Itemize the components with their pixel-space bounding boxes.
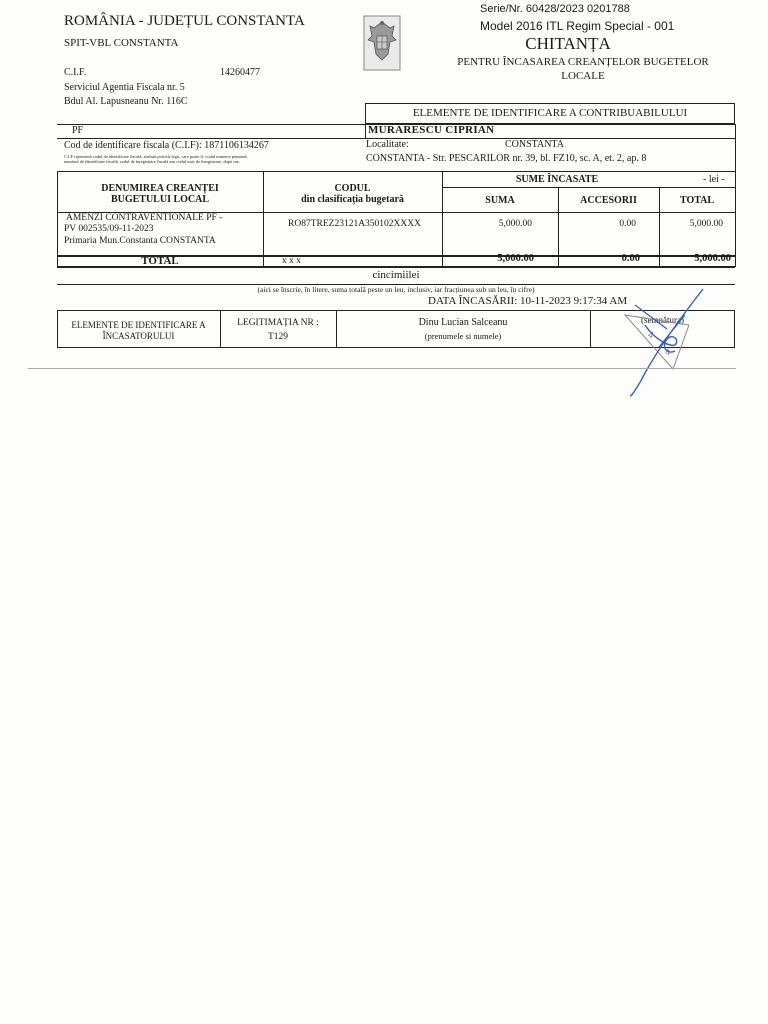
row-total: 5,000.00 bbox=[689, 219, 723, 229]
receipt-model: Model 2016 ITL Regim Special - 001 bbox=[480, 19, 675, 33]
col-total-header: TOTAL bbox=[679, 195, 715, 206]
collector-name: Dinu Lucian Salceanu bbox=[418, 317, 508, 328]
currency-label: - lei - bbox=[703, 174, 725, 185]
collector-id-value: T129 bbox=[267, 332, 289, 342]
locality-label: Localitate: bbox=[366, 139, 409, 150]
receipt-subtitle-line2: LOCALE bbox=[561, 70, 605, 82]
total-label: TOTAL bbox=[141, 255, 179, 267]
total-sum: 5,000.00 bbox=[497, 253, 534, 264]
collector-label-line2: ÎNCASATORULUI bbox=[102, 331, 175, 341]
total-total: 5,000.00 bbox=[694, 253, 731, 264]
svg-text:4: 4 bbox=[645, 330, 655, 342]
col-acc-header: ACCESORII bbox=[580, 195, 637, 206]
taxpayer-cif: Cod de identificare fiscala (C.I.F): 1871106134267 bbox=[64, 140, 269, 151]
taxpayer-section-title: ELEMENTE DE IDENTIFICARE A CONTRIBUABILULUI bbox=[412, 107, 688, 119]
total-acc: 0.00 bbox=[621, 253, 640, 264]
row-acc: 0.00 bbox=[619, 219, 636, 229]
receipt-subtitle-line1: PENTRU ÎNCASAREA CREANȚELOR BUGETELOR bbox=[457, 56, 709, 68]
taxpayer-cif-note-line1: C.I.F reprezintă codul de identificare fiscală, atribuit potrivit legii, care poate fi: codul numeric personal, bbox=[64, 154, 248, 159]
receipt-title: CHITANȚA bbox=[525, 34, 611, 53]
col-sum-header: SUMA bbox=[485, 195, 515, 206]
sums-header: SUME ÎNCASATE bbox=[515, 174, 599, 185]
payment-date: DATA ÎNCASĂRII: 10-11-2023 9:17:34 AM bbox=[428, 295, 628, 307]
amount-words: cincimiilei bbox=[372, 269, 420, 281]
taxpayer-cif-note-line2: numărul de identificare fiscală, codul de înregistrare fiscală sau codul unic de înregistrare, după caz. bbox=[64, 159, 240, 164]
collector-id-label: LEGITIMAȚIA NR : bbox=[237, 318, 319, 328]
amount-words-note: (aici se înscrie, în litere, suma totală peste un leu, inclusiv, iar fracțiunea sub un leu, în cifre) bbox=[257, 285, 535, 294]
col-code-header-line1: CODUL bbox=[334, 183, 371, 194]
row-name-line2: PV 002535/09-11-2023 bbox=[64, 224, 154, 234]
col-name-header-line2: BUGETULUI LOCAL bbox=[110, 194, 210, 205]
col-code-header-line2: din clasificația bugetară bbox=[301, 194, 404, 205]
issuer-address-line1: Serviciul Agentia Fiscala nr. 5 bbox=[64, 82, 185, 93]
collector-name-caption: (prenumele si numele) bbox=[424, 331, 502, 341]
taxpayer-name: MURARESCU CIPRIAN bbox=[368, 124, 495, 136]
issuer-subtitle: SPIT-VBL CONSTANTA bbox=[64, 37, 179, 49]
row-sum: 5,000.00 bbox=[498, 219, 532, 229]
taxpayer-type: PF bbox=[72, 125, 84, 136]
svg-text:4: 4 bbox=[665, 348, 671, 357]
taxpayer-address: CONSTANTA - Str. PESCARILOR nr. 39, bl. FZ10, sc. A, et. 2, ap. 8 bbox=[366, 153, 647, 164]
issuer-cif-value: 14260477 bbox=[220, 67, 260, 78]
issuer-cif-label: C.I.F. bbox=[64, 67, 87, 78]
collector-label-line1: ELEMENTE DE IDENTIFICARE A bbox=[71, 320, 206, 330]
issuer-address-line2: Bdul Al. Lapusneanu Nr. 116C bbox=[64, 96, 188, 107]
issuer-title: ROMÂNIA - JUDEȚUL CONSTANTA bbox=[64, 13, 305, 29]
row-code: RO87TREZ23121A350102XXXX bbox=[288, 219, 421, 229]
total-code: x x x bbox=[282, 256, 301, 266]
col-name-header-line1: DENUMIREA CREANȚEI bbox=[101, 183, 219, 194]
locality-value: CONSTANTA bbox=[505, 139, 564, 150]
receipt-serial: Serie/Nr. 60428/2023 0201788 bbox=[480, 3, 630, 15]
row-name-line1: AMENZI CONTRAVENTIONALE PF - bbox=[66, 213, 223, 223]
handwritten-signature bbox=[615, 285, 715, 405]
signature-caption: (semnătura) bbox=[641, 315, 684, 325]
coat-of-arms-icon bbox=[360, 14, 404, 72]
row-name-line3: Primaria Mun.Constanta CONSTANTA bbox=[64, 236, 216, 246]
